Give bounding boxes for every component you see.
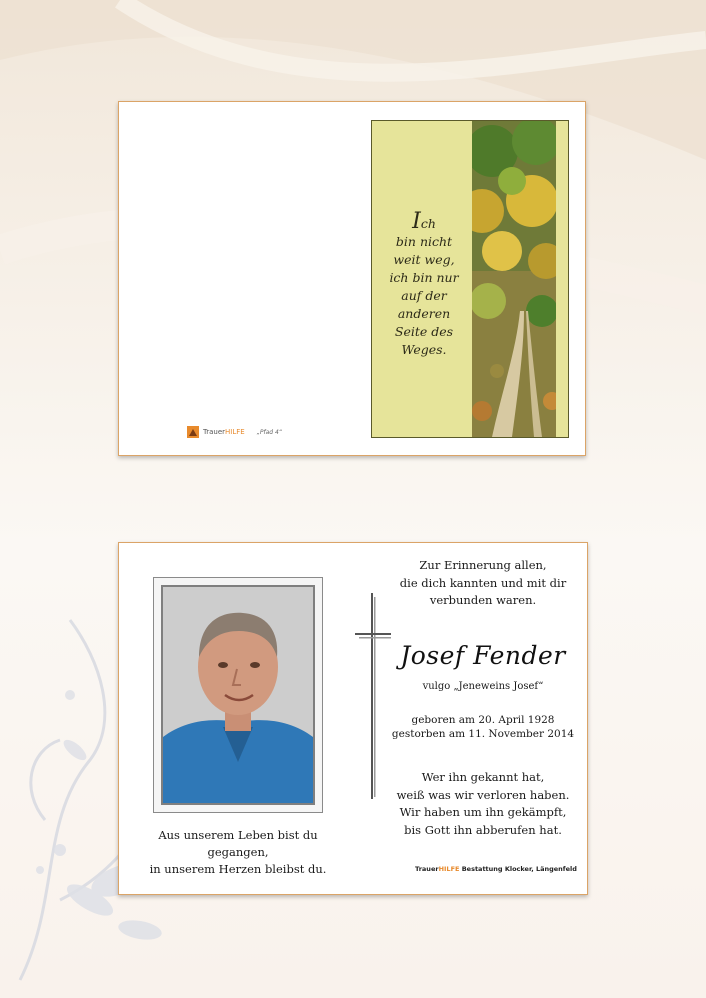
dedication-line: die dich kannten und mit dir: [399, 575, 567, 590]
parting-line: weiß was wir verloren haben.: [396, 787, 570, 802]
parting-line: Wir haben um ihn gekämpft,: [399, 805, 567, 819]
parting-words: [389, 769, 577, 839]
parting-line: Wer ihn gekannt hat,: [421, 770, 545, 784]
poem-line: Seite des: [394, 324, 454, 339]
dedication-line: Zur Erinnerung allen,: [419, 558, 547, 572]
nickname: vulgo „Jeneweins Josef“: [422, 681, 544, 692]
front-design-panel: [371, 120, 569, 438]
dedication: [389, 557, 577, 610]
photo-quote-line: in unserem Herzen bleibst du.: [149, 862, 327, 876]
portrait-photo: [161, 585, 315, 805]
brand-name-accent: HILFE: [225, 428, 245, 436]
poem-line: Ich: [412, 209, 436, 234]
photo-quote-line: Aus unserem Leben bist du gegangen,: [158, 828, 318, 859]
birth-date: geboren am 20. April 1928: [411, 714, 555, 726]
photo-frame: [153, 577, 323, 813]
life-dates: [389, 713, 577, 741]
poem-line: auf der: [401, 288, 447, 303]
poem-line: bin nicht: [395, 234, 453, 249]
poem-line: Weges.: [401, 342, 447, 357]
footer-brand-accent: HILFE: [438, 865, 460, 873]
portrait-image: [163, 587, 313, 803]
poem-line: ich bin nur: [389, 270, 459, 285]
design-name: „Pfad 4“: [256, 428, 282, 436]
brand-mark-icon: [187, 426, 199, 438]
forest-path-image: [472, 121, 556, 437]
cross-icon: [353, 591, 393, 801]
footer-brand-name: Trauer: [415, 865, 439, 873]
poem-line: weit weg,: [393, 252, 455, 267]
footer-company: Bestattung Klocker, Längenfeld: [461, 865, 577, 873]
brand-name: Trauer: [203, 428, 226, 436]
parting-line: bis Gott ihn abberufen hat.: [404, 822, 562, 837]
card-front: [118, 101, 586, 456]
card-inside: [118, 542, 588, 895]
deceased-name: Josef Fender: [400, 641, 566, 670]
footer-credit: [415, 865, 577, 873]
photo-quote: [129, 827, 347, 878]
dedication-line: verbunden waren.: [429, 593, 537, 607]
death-date: gestorben am 11. November 2014: [391, 728, 575, 740]
brand-logo: [187, 426, 282, 438]
poem-line: anderen: [397, 306, 451, 321]
poem: [382, 209, 466, 359]
